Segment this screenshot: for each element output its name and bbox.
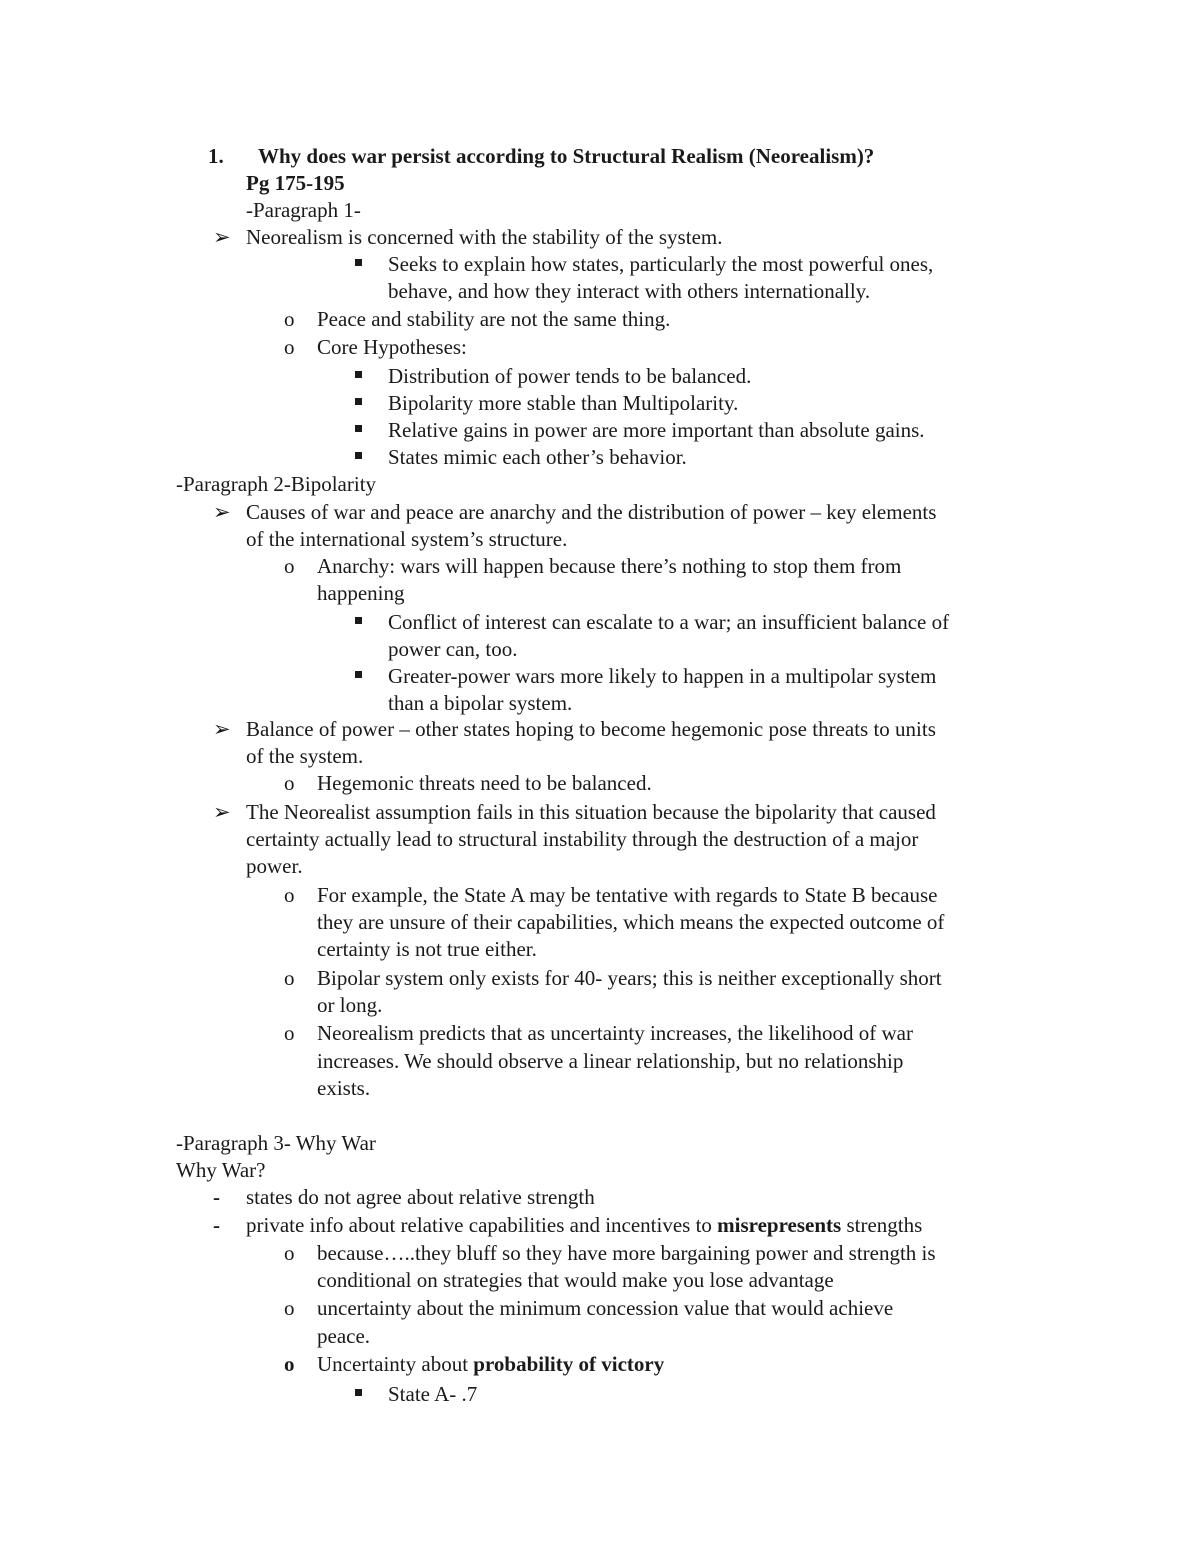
list-item: For example, the State A may be tentative with regards to State B because <box>317 883 938 907</box>
list-item <box>317 1351 664 1378</box>
list-item: State A- .7 <box>388 1382 478 1406</box>
bold-text-run: misrepresents <box>717 1213 842 1237</box>
dash-bullet-icon: - <box>213 1185 220 1209</box>
list-item: Bipolarity more stable than Multipolarity. <box>388 391 739 415</box>
list-item: Relative gains in power are more important than absolute gains. <box>388 418 925 442</box>
list-item: because…..they bluff so they have more bargaining power and strength is <box>317 1241 936 1265</box>
square-bullet-icon <box>355 398 362 405</box>
square-bullet-icon <box>355 1389 362 1396</box>
list-item: Causes of war and peace are anarchy and the distribution of power – key elements <box>246 500 937 524</box>
question-number: 1. <box>208 144 224 168</box>
circle-bullet-icon: o <box>284 1296 295 1320</box>
list-item: uncertainty about the minimum concession value that would achieve <box>317 1296 894 1320</box>
list-item: The Neorealist assumption fails in this situation because the bipolarity that caused <box>246 800 936 824</box>
list-item: Core Hypotheses: <box>317 335 467 359</box>
list-item: states do not agree about relative strength <box>246 1185 595 1209</box>
circle-bullet-icon: o <box>284 883 295 907</box>
paragraph-2-heading: -Paragraph 2-Bipolarity <box>176 472 377 496</box>
question-title: Why does war persist according to Structural Realism (Neorealism)? <box>258 144 875 168</box>
list-item-continued: conditional on strategies that would make you lose advantage <box>317 1268 834 1292</box>
circle-bullet-icon: o <box>284 1241 295 1265</box>
list-item-continued: certainty actually lead to structural instability through the destruction of a major <box>246 827 919 851</box>
circle-bullet-icon: o <box>284 771 295 795</box>
arrow-bullet-icon: ➢ <box>213 800 231 824</box>
list-item-continued: exists. <box>317 1076 371 1100</box>
arrow-bullet-icon: ➢ <box>213 717 231 741</box>
list-item-continued: or long. <box>317 993 383 1017</box>
square-bullet-icon <box>355 371 362 378</box>
square-bullet-icon <box>355 425 362 432</box>
list-item-continued: increases. We should observe a linear relationship, but no relationship <box>317 1049 904 1073</box>
circle-bullet-icon: o <box>284 307 295 331</box>
square-bullet-icon <box>355 452 362 459</box>
list-item-continued: power can, too. <box>388 637 518 661</box>
list-item: Balance of power – other states hoping to become hegemonic pose threats to units <box>246 717 936 741</box>
circle-bullet-icon: o <box>284 966 295 990</box>
list-item: Conflict of interest can escalate to a war; an insufficient balance of <box>388 610 950 634</box>
circle-bullet-icon: o <box>284 1021 295 1045</box>
paragraph-3-heading: -Paragraph 3- Why War <box>176 1131 376 1155</box>
arrow-bullet-icon: ➢ <box>213 500 231 524</box>
circle-bullet-icon: o <box>284 335 295 359</box>
paragraph-3-subheading: Why War? <box>176 1158 266 1182</box>
list-item: Bipolar system only exists for 40- years; this is neither exceptionally short <box>317 966 942 990</box>
paragraph-1-heading: -Paragraph 1- <box>246 198 361 222</box>
circle-bullet-icon: o <box>284 1352 295 1376</box>
circle-bullet-icon: o <box>284 554 295 578</box>
list-item: Peace and stability are not the same thing. <box>317 307 671 331</box>
text-run: strengths <box>841 1213 923 1237</box>
list-item: Hegemonic threats need to be balanced. <box>317 771 652 795</box>
list-item-continued: power. <box>246 854 303 878</box>
page-range: Pg 175-195 <box>246 171 345 195</box>
square-bullet-icon <box>355 617 362 624</box>
square-bullet-icon <box>355 259 362 266</box>
list-item-continued: of the international system’s structure. <box>246 527 568 551</box>
list-item-continued: certainty is not true either. <box>317 937 537 961</box>
list-item-continued: happening <box>317 581 405 605</box>
list-item: Anarchy: wars will happen because there’s nothing to stop them from <box>317 554 902 578</box>
arrow-bullet-icon: ➢ <box>213 225 231 249</box>
list-item: Distribution of power tends to be balanced. <box>388 364 752 388</box>
list-item-continued: behave, and how they interact with others internationally. <box>388 279 871 303</box>
text-run: Uncertainty about <box>317 1352 474 1376</box>
list-item: Neorealism predicts that as uncertainty increases, the likelihood of war <box>317 1021 913 1045</box>
text-run: private info about relative capabilities and incentives to <box>246 1213 718 1237</box>
square-bullet-icon <box>355 671 362 678</box>
list-item: Seeks to explain how states, particularly the most powerful ones, <box>388 252 934 276</box>
list-item-continued: of the system. <box>246 744 364 768</box>
list-item <box>246 1212 922 1239</box>
list-item: Neorealism is concerned with the stability of the system. <box>246 225 723 249</box>
list-item-continued: they are unsure of their capabilities, which means the expected outcome of <box>317 910 945 934</box>
dash-bullet-icon: - <box>213 1213 220 1237</box>
bold-text-run: probability of victory <box>473 1352 665 1376</box>
list-item-continued: than a bipolar system. <box>388 691 573 715</box>
list-item: States mimic each other’s behavior. <box>388 445 687 469</box>
list-item: Greater-power wars more likely to happen in a multipolar system <box>388 664 937 688</box>
list-item-continued: peace. <box>317 1324 371 1348</box>
